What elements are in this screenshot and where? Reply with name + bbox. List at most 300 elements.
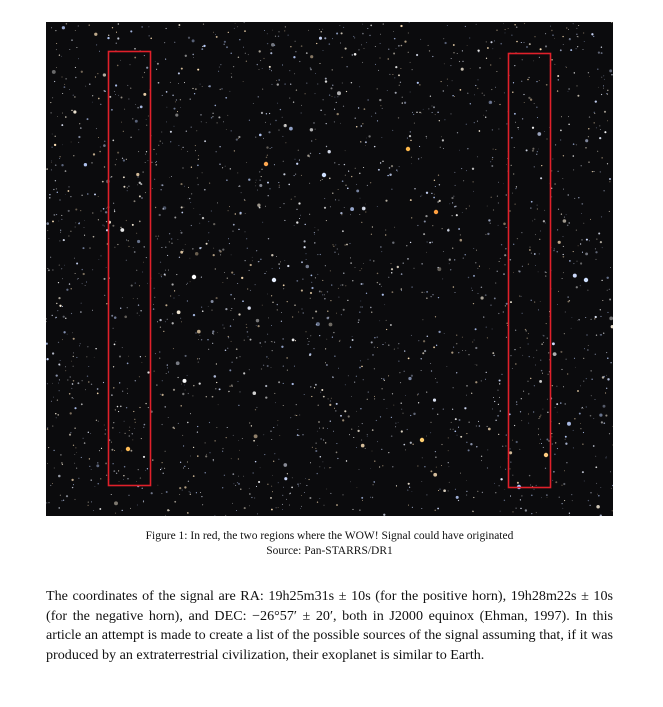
star	[309, 341, 310, 342]
star	[593, 171, 594, 172]
star	[466, 208, 467, 209]
star	[379, 283, 380, 284]
star	[59, 379, 60, 380]
star	[583, 381, 584, 382]
star	[575, 367, 576, 368]
star	[212, 116, 213, 117]
star	[563, 189, 564, 190]
star	[367, 434, 368, 435]
star	[568, 194, 569, 195]
star	[485, 234, 486, 235]
star	[77, 279, 78, 280]
star	[163, 331, 164, 332]
star	[573, 143, 575, 145]
star	[287, 370, 288, 371]
star	[69, 434, 71, 436]
star	[176, 99, 177, 100]
star	[241, 277, 243, 279]
star	[534, 166, 535, 167]
star	[352, 339, 354, 341]
star	[471, 393, 472, 394]
star	[206, 396, 207, 397]
star	[336, 313, 337, 314]
star	[538, 149, 539, 150]
star	[530, 247, 531, 248]
star	[213, 248, 214, 249]
star	[155, 207, 156, 208]
star	[337, 91, 341, 95]
star	[257, 190, 258, 191]
star	[102, 225, 103, 226]
star	[403, 371, 404, 372]
star	[245, 232, 246, 233]
star	[246, 238, 247, 239]
star	[331, 284, 332, 285]
star	[278, 31, 279, 32]
star	[233, 483, 234, 484]
star	[74, 454, 75, 455]
star	[185, 355, 187, 357]
star	[505, 248, 506, 249]
star	[319, 290, 321, 292]
star	[78, 478, 79, 479]
star	[59, 265, 60, 266]
star	[208, 349, 209, 350]
star	[443, 489, 446, 492]
star	[500, 43, 502, 45]
star	[238, 136, 240, 138]
star	[103, 144, 106, 147]
star	[443, 148, 444, 149]
star	[184, 186, 185, 187]
star	[573, 155, 575, 157]
star	[211, 117, 212, 118]
star	[364, 48, 365, 49]
star	[87, 505, 88, 506]
star	[466, 433, 467, 434]
star	[72, 397, 73, 398]
star	[320, 254, 321, 255]
star	[95, 348, 96, 349]
star	[577, 320, 578, 321]
star	[256, 407, 257, 408]
star	[528, 97, 530, 99]
star	[411, 375, 413, 377]
star	[338, 368, 339, 369]
star	[564, 217, 565, 218]
star	[139, 315, 140, 316]
star	[47, 230, 48, 231]
star	[526, 330, 527, 331]
star	[223, 121, 224, 122]
star	[222, 325, 223, 326]
star	[120, 228, 124, 232]
star	[299, 415, 300, 416]
star	[534, 489, 535, 490]
star	[52, 315, 53, 316]
star	[516, 441, 518, 443]
star	[596, 483, 597, 484]
star	[567, 422, 571, 426]
star	[247, 288, 248, 289]
star	[573, 430, 574, 431]
star	[493, 355, 494, 356]
star	[238, 476, 239, 477]
star	[198, 184, 199, 185]
star	[112, 225, 114, 227]
bright-star	[420, 438, 424, 442]
star	[601, 47, 602, 48]
star	[183, 168, 184, 169]
star	[174, 501, 176, 503]
star	[528, 344, 529, 345]
star	[381, 137, 382, 138]
star	[127, 393, 128, 394]
star	[180, 318, 181, 319]
star	[145, 192, 146, 193]
star	[506, 194, 507, 195]
star	[598, 495, 600, 497]
star	[173, 108, 175, 110]
star	[328, 317, 329, 318]
star	[203, 45, 205, 47]
star	[319, 29, 320, 30]
star	[515, 363, 517, 365]
star	[51, 401, 52, 402]
star	[596, 128, 597, 129]
star	[269, 66, 271, 68]
star	[522, 266, 523, 267]
star	[423, 233, 425, 235]
star	[324, 207, 326, 209]
star	[473, 191, 474, 192]
star	[543, 342, 544, 343]
star	[60, 360, 61, 361]
star	[239, 185, 241, 187]
star	[188, 468, 189, 469]
star	[379, 320, 380, 321]
star	[75, 447, 76, 448]
star	[410, 140, 411, 141]
star	[138, 151, 139, 152]
star	[118, 23, 119, 24]
star	[97, 462, 98, 463]
star	[246, 327, 247, 328]
star	[470, 68, 471, 69]
star	[340, 340, 341, 341]
star	[121, 450, 122, 451]
star	[262, 68, 263, 69]
star	[179, 27, 180, 28]
star	[426, 392, 427, 393]
star	[393, 31, 394, 32]
star	[186, 131, 187, 132]
star	[198, 339, 199, 340]
star	[137, 240, 140, 243]
star	[147, 468, 148, 469]
star	[350, 481, 351, 482]
star	[64, 265, 65, 266]
star	[165, 451, 166, 452]
star	[104, 141, 105, 142]
star	[217, 202, 218, 203]
star	[591, 33, 593, 35]
star	[269, 188, 271, 190]
star	[91, 501, 92, 502]
star	[487, 449, 488, 450]
star	[392, 74, 393, 75]
star	[403, 263, 404, 264]
star	[410, 62, 411, 63]
star	[295, 41, 296, 42]
star	[65, 318, 66, 319]
star	[238, 458, 239, 459]
star	[410, 242, 411, 243]
star	[332, 38, 333, 39]
star	[503, 183, 504, 184]
star	[606, 277, 608, 279]
star	[180, 183, 182, 185]
star	[330, 270, 331, 271]
star	[430, 96, 431, 97]
star	[216, 363, 217, 364]
star	[473, 303, 474, 304]
star	[605, 415, 607, 417]
star	[178, 145, 179, 146]
star	[213, 223, 215, 225]
star	[137, 313, 138, 314]
star	[225, 308, 227, 310]
star	[104, 425, 105, 426]
star	[380, 43, 381, 44]
star	[554, 248, 555, 249]
star	[452, 248, 453, 249]
star	[282, 117, 283, 118]
star	[231, 308, 232, 309]
star	[145, 162, 146, 163]
star	[516, 404, 517, 405]
star	[154, 179, 155, 180]
star	[363, 379, 364, 380]
star	[358, 319, 360, 321]
star	[430, 470, 432, 472]
star	[271, 325, 272, 326]
star	[234, 28, 235, 29]
star	[166, 491, 168, 493]
star	[458, 228, 460, 230]
star	[136, 233, 137, 234]
star	[340, 43, 341, 44]
star	[499, 58, 500, 59]
star	[334, 121, 335, 122]
star	[150, 38, 152, 40]
star	[366, 42, 367, 43]
star	[492, 159, 493, 160]
star	[277, 304, 278, 305]
star	[412, 507, 413, 508]
star	[52, 220, 54, 222]
star	[315, 129, 316, 130]
star	[436, 467, 437, 468]
star	[472, 168, 474, 170]
star	[327, 428, 328, 429]
star	[546, 439, 548, 441]
star	[607, 163, 608, 164]
star	[294, 304, 296, 306]
star	[148, 115, 149, 116]
star	[313, 122, 314, 123]
star	[283, 487, 284, 488]
star	[515, 122, 516, 123]
star	[267, 155, 268, 156]
star	[246, 61, 247, 62]
star	[328, 398, 329, 399]
star	[366, 293, 367, 294]
star	[315, 450, 317, 452]
star	[249, 505, 250, 506]
star	[111, 395, 112, 396]
star	[510, 259, 511, 260]
star	[256, 180, 257, 181]
star	[580, 243, 581, 244]
star	[81, 303, 82, 304]
star	[569, 513, 570, 514]
star	[224, 272, 225, 273]
star	[74, 463, 75, 464]
star	[301, 175, 302, 176]
star	[258, 325, 260, 327]
star	[474, 122, 475, 123]
star	[593, 445, 595, 447]
star	[116, 159, 117, 160]
star	[377, 347, 378, 348]
star	[540, 301, 541, 302]
star	[174, 217, 176, 219]
star	[308, 30, 309, 31]
star	[350, 262, 351, 263]
star	[590, 319, 591, 320]
star	[441, 136, 442, 137]
star	[475, 328, 477, 330]
star	[548, 440, 549, 441]
star	[400, 382, 401, 383]
star	[525, 329, 526, 330]
star	[87, 118, 89, 120]
star	[261, 113, 262, 114]
star	[94, 357, 95, 358]
star	[537, 209, 538, 210]
star	[214, 375, 217, 378]
star	[465, 350, 466, 351]
star	[400, 25, 402, 27]
star	[120, 308, 121, 309]
star	[297, 434, 299, 436]
star	[191, 225, 192, 226]
star	[422, 352, 424, 354]
star	[411, 335, 412, 336]
star	[145, 403, 146, 404]
star	[255, 182, 256, 183]
star	[413, 413, 415, 415]
star	[599, 125, 600, 126]
star	[377, 282, 378, 283]
star	[204, 140, 206, 142]
star	[588, 162, 589, 163]
star	[161, 276, 162, 277]
star	[179, 295, 180, 296]
star	[374, 347, 375, 348]
star	[563, 386, 564, 387]
star	[388, 345, 389, 346]
star	[267, 484, 268, 485]
star	[577, 95, 579, 97]
star	[573, 251, 574, 252]
star	[424, 292, 425, 293]
star	[147, 283, 148, 284]
star	[192, 248, 193, 249]
star	[292, 383, 294, 385]
star	[431, 370, 432, 371]
star	[237, 26, 238, 27]
star	[133, 298, 134, 299]
star	[283, 203, 284, 204]
star	[533, 357, 534, 358]
star	[541, 443, 542, 444]
star	[84, 227, 85, 228]
star	[385, 230, 386, 231]
star	[249, 493, 250, 494]
star	[453, 286, 455, 288]
star	[124, 109, 125, 110]
star	[228, 337, 229, 338]
star	[271, 147, 272, 148]
star	[105, 429, 106, 430]
star	[477, 268, 478, 269]
star	[60, 454, 62, 456]
star	[229, 206, 230, 207]
star	[490, 304, 491, 305]
star	[359, 173, 360, 174]
star	[468, 449, 470, 451]
star	[426, 136, 427, 137]
star	[394, 77, 395, 78]
star	[456, 214, 458, 216]
star	[116, 32, 117, 33]
star	[603, 190, 604, 191]
star	[548, 352, 549, 353]
star	[408, 358, 410, 360]
star	[71, 313, 72, 314]
star	[212, 310, 213, 311]
star	[499, 485, 500, 486]
star	[208, 221, 209, 222]
star	[450, 269, 451, 270]
star	[99, 151, 101, 153]
star	[429, 242, 431, 244]
star	[527, 79, 529, 81]
star	[500, 467, 501, 468]
star	[228, 391, 229, 392]
star	[149, 27, 150, 28]
star	[407, 258, 409, 260]
star	[190, 456, 191, 457]
star	[46, 358, 48, 360]
star	[155, 353, 156, 354]
star	[226, 179, 228, 181]
star	[199, 247, 201, 249]
star	[128, 246, 129, 247]
star	[509, 468, 510, 469]
